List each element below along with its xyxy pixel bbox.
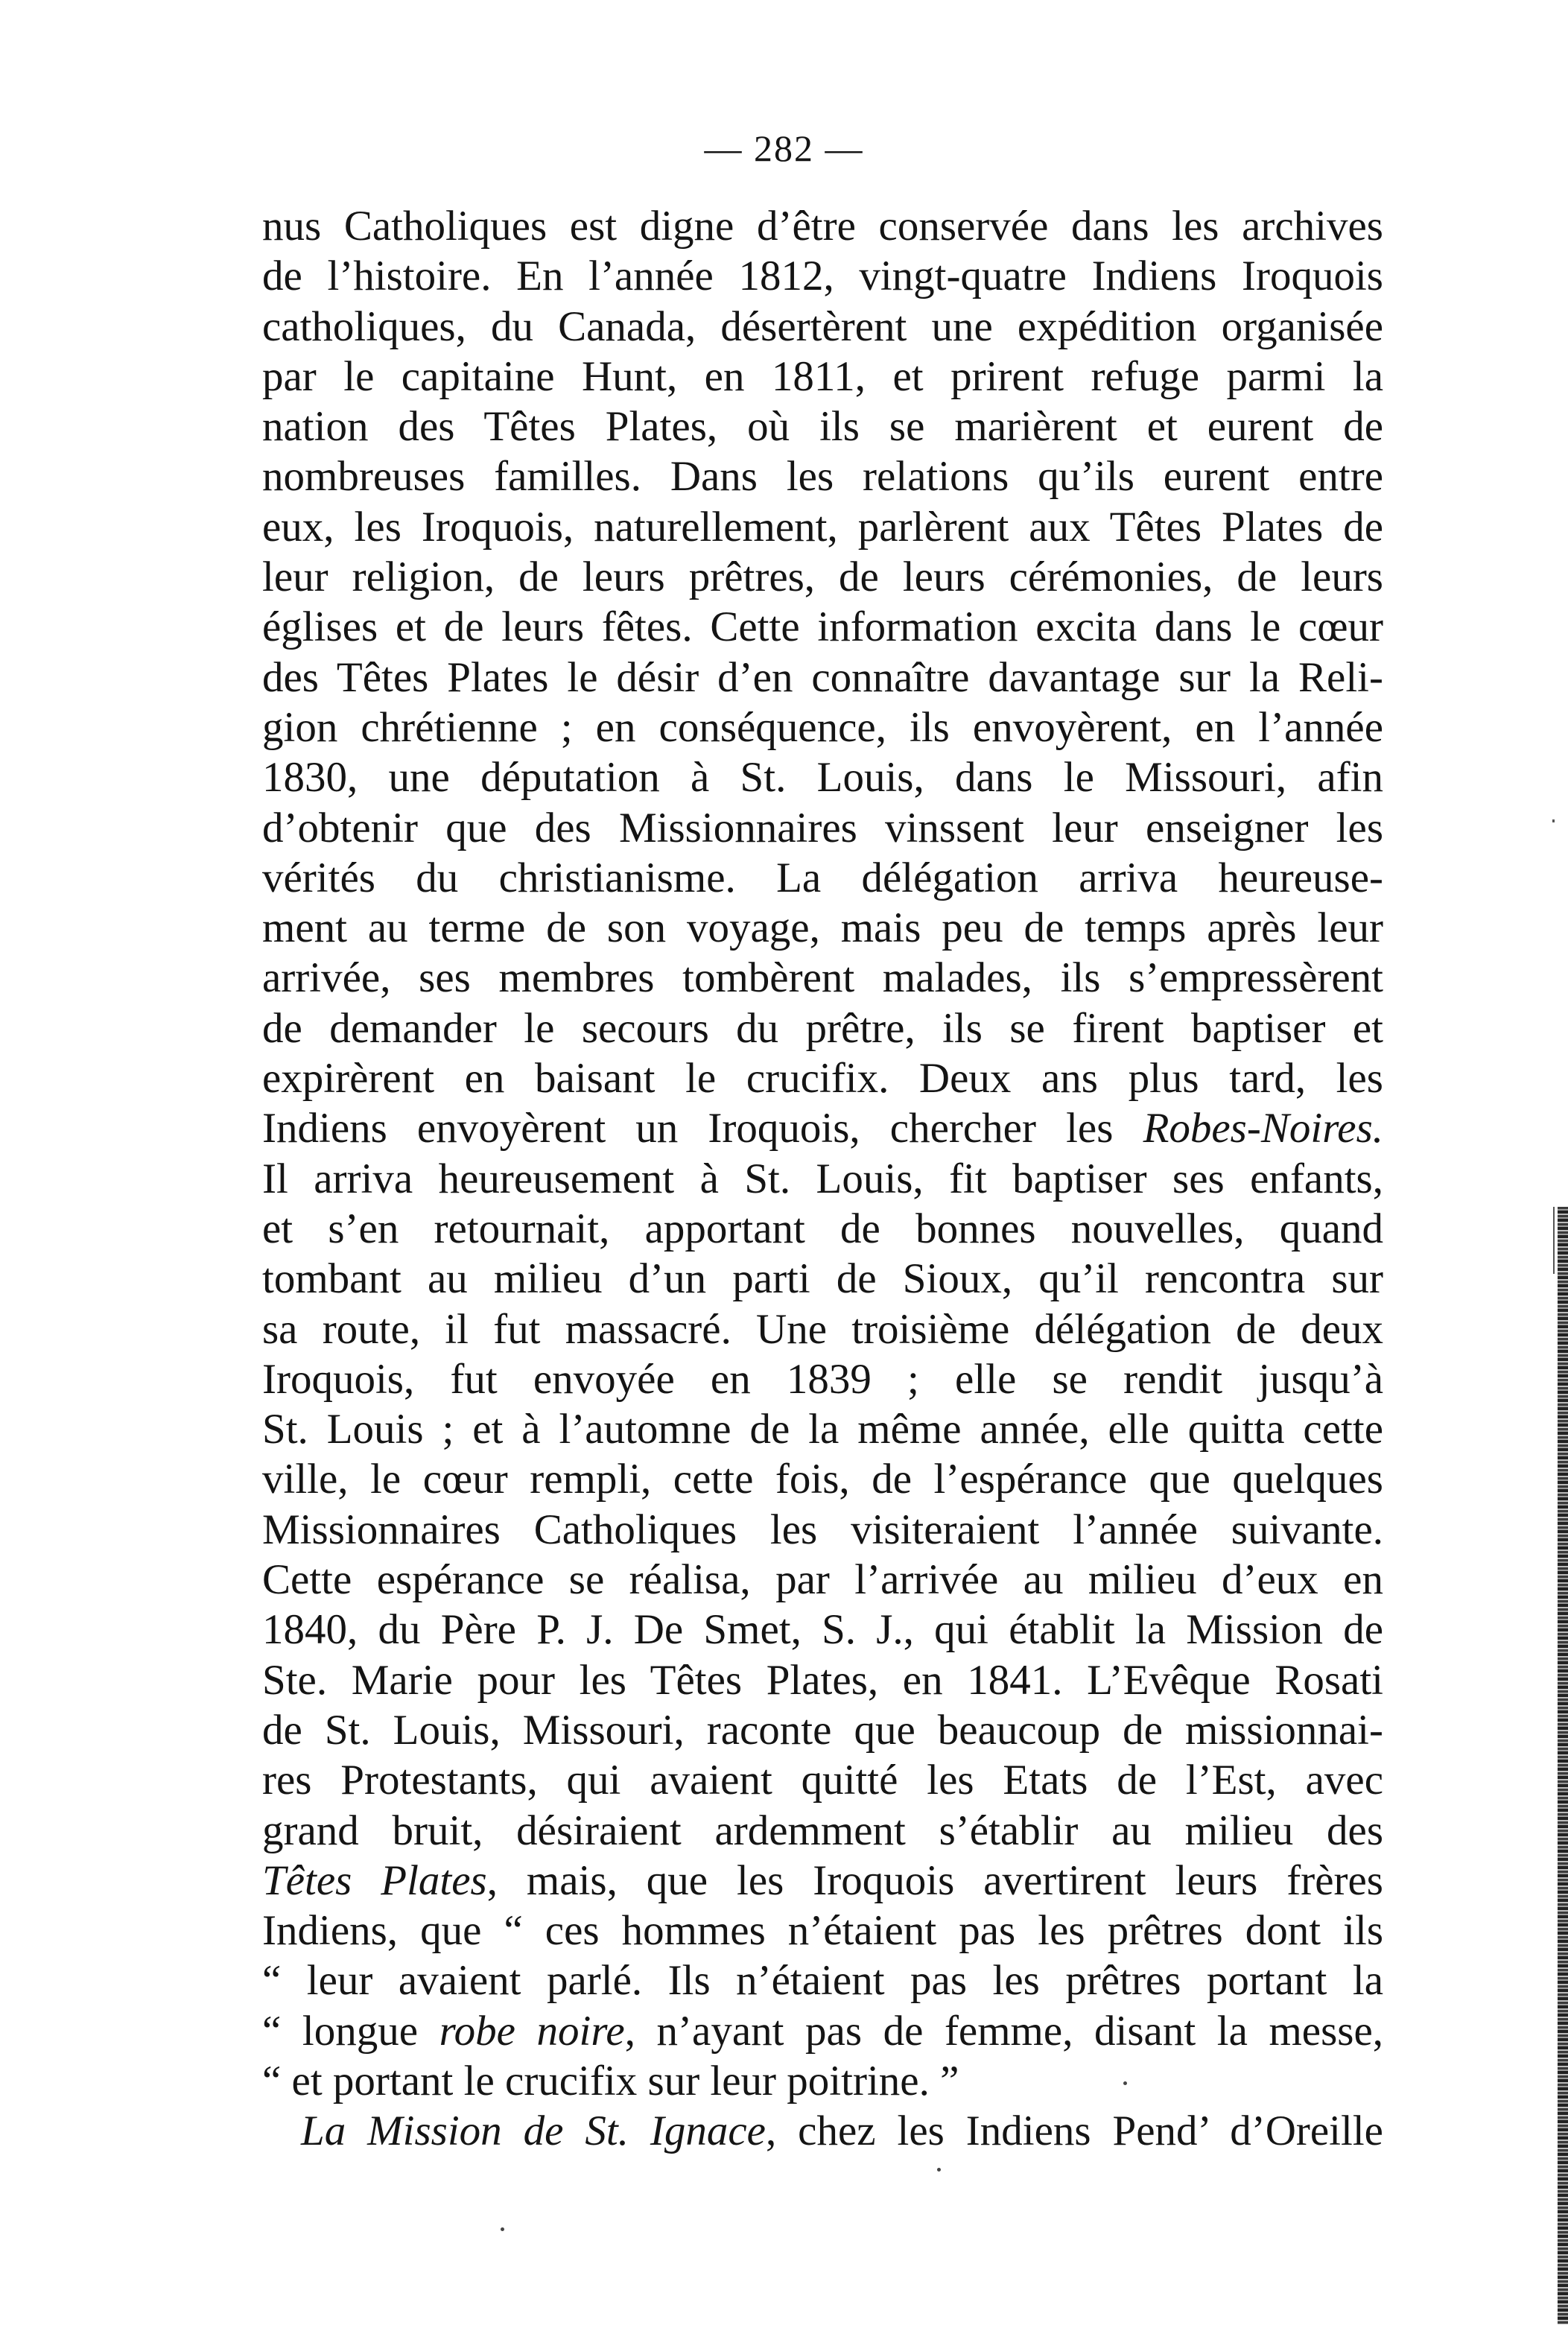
text-line: sa route, il fut massacré. Une troisième délégation de deux [262,1305,1383,1353]
text-line: gion chrétienne ; en conséquence, ils envoyèrent, en l’année [262,703,1383,751]
text-line: eux, les Iroquois, naturellement, parlèrent aux Têtes Plates de [262,503,1383,551]
text-line: Il arriva heureusement à St. Louis, fit baptiser ses enfants, [262,1155,1383,1202]
text-segment: Indiens envoyèrent un Iroquois, chercher les [262,1105,1143,1152]
quote-line [262,2006,1383,2056]
text-line: Iroquois, fut envoyée en 1839 ; elle se rendit jusqu’à [262,1355,1383,1403]
text-line: de St. Louis, Missouri, raconte que beaucoup de missionnai- [262,1706,1383,1754]
italic-term-tetes-plates: Têtes Plates [262,1856,487,1904]
text-line: 1830, une députation à St. Louis, dans le Missouri, afin [262,754,1383,802]
text-line: arrivée, ses membres tombèrent malades, ils s’empressèrent [262,954,1383,1002]
text-segment: , n’ayant pas de femme, disant la messe, [624,2007,1383,2055]
scan-mark [1553,1207,1555,1274]
text-line: Missionnaires Catholiques les visiteraient l’année suivante. [262,1506,1383,1553]
text-line: Indiens, que “ ces hommes n’étaient pas les prêtres dont ils [262,1907,1383,1955]
text-segment: “ longue [262,2007,439,2055]
text-line: églises et de leurs fêtes. Cette information excita dans le cœur [262,603,1383,651]
text-line: expirèrent en baisant le crucifix. Deux ans plus tard, les [262,1055,1383,1103]
text-line: nus Catholiques est digne d’être conservée dans les archives [262,203,1383,250]
scan-edge-artifact [1558,1207,1568,2324]
text-line: ville, le cœur rempli, cette fois, de l’espérance que quelques [262,1456,1383,1503]
text-line: de l’histoire. En l’année 1812, vingt-quatre Indiens Iroquois [262,253,1383,300]
text-line: Cette espérance se réalisa, par l’arrivée au milieu d’eux en [262,1556,1383,1604]
text-line: tombant au milieu d’un parti de Sioux, qu’il rencontra sur [262,1255,1383,1303]
ink-speck [501,2227,504,2231]
italic-term-robes-noires: Robes-Noires. [1143,1105,1383,1152]
text-line: 1840, du Père P. J. De Smet, S. J., qui établit la Mission de [262,1606,1383,1654]
text-line: nombreuses familles. Dans les relations qu’ils eurent entre [262,453,1383,501]
text-line: des Têtes Plates le désir d’en connaître davantage sur la Reli- [262,653,1383,701]
text-line: res Protestants, qui avaient quitté les Etats de l’Est, avec [262,1757,1383,1804]
quote-line: “ et portant le crucifix sur leur poitrine. ” [262,2057,959,2104]
text-line: par le capitaine Hunt, en 1811, et prirent refuge parmi la [262,352,1383,400]
text-line [262,1103,1383,1153]
text-line: d’obtenir que des Missionnaires vinssent leur enseigner les [262,804,1383,851]
text-line: et s’en retournait, apportant de bonnes nouvelles, quand [262,1205,1383,1252]
text-line: nation des Têtes Plates, où ils se marièrent et eurent de [262,403,1383,451]
italic-heading-mission: La Mission de St. Ignace [301,2107,766,2155]
quote-line: “ leur avaient parlé. Ils n’étaient pas les prêtres portant la [262,1957,1383,2005]
text-line: grand bruit, désiraient ardemment s’établir au milieu des [262,1807,1383,1854]
text-line: de demander le secours du prêtre, ils se firent baptiser et [262,1004,1383,1052]
body-text [262,201,1383,2157]
text-segment: , mais, que les Iroquois avertirent leurs frères [486,1856,1383,1904]
italic-term-robe-noire: robe noire [439,2007,625,2055]
text-line [262,1856,1383,1906]
text-line: Ste. Marie pour les Têtes Plates, en 1841. L’Evêque Rosati [262,1656,1383,1704]
paragraph-start-line [262,2106,1383,2156]
scan-mark [1552,819,1555,822]
page-number: — 282 — [704,127,864,169]
text-line: vérités du christianisme. La délégation arriva heureuse- [262,854,1383,901]
text-line: leur religion, de leurs prêtres, de leurs cérémonies, de leurs [262,554,1383,601]
text-line: St. Louis ; et à l’automne de la même année, elle quitta cette [262,1406,1383,1453]
ink-speck [937,2168,941,2172]
ink-speck [1123,2081,1127,2085]
text-segment: , chez les Indiens Pend’ d’Oreille [765,2107,1383,2155]
text-line: catholiques, du Canada, désertèrent une expédition organisée [262,302,1383,350]
text-line: ment au terme de son voyage, mais peu de temps après leur [262,904,1383,952]
